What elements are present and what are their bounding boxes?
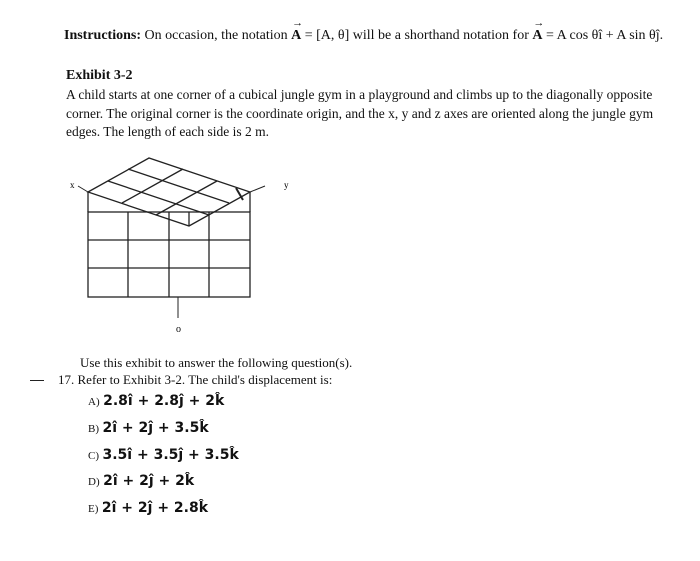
axis-y-label: y — [284, 180, 289, 190]
option-label: E) — [88, 503, 99, 515]
question-number: 17. — [58, 372, 75, 387]
option-e[interactable] — [88, 500, 208, 517]
option-label: B) — [88, 423, 99, 435]
answer-blank[interactable] — [30, 380, 44, 381]
formula-text: = A cos θî + A sin θĵ. — [546, 28, 664, 43]
exhibit-line-1: A child starts at one corner of a cubical jungle gym in a playground and climbs up to the diagonally opposite — [66, 87, 653, 102]
option-d[interactable] — [88, 473, 194, 490]
option-answer: 3.5î + 3.5ĵ + 3.5k̂ — [102, 447, 239, 463]
instructions-line — [64, 28, 663, 44]
option-answer: 2î + 2ĵ + 3.5k̂ — [102, 420, 209, 436]
question-intro: Use this exhibit to answer the following question(s). — [80, 355, 353, 370]
exhibit-title: Exhibit 3-2 — [66, 68, 133, 83]
question-text: Refer to Exhibit 3-2. The child's displacement is: — [77, 372, 333, 387]
cube-grid — [78, 158, 265, 318]
option-c[interactable] — [88, 447, 239, 464]
option-label: D) — [88, 476, 100, 488]
exhibit-line-3: edges. The length of each side is 2 m. — [66, 124, 269, 139]
jungle-gym-diagram — [60, 150, 300, 340]
instructions-text: On occasion, the notation — [144, 28, 288, 43]
option-answer: 2.8î + 2.8ĵ + 2k̂ — [103, 393, 225, 409]
vector-a: → A — [291, 28, 301, 43]
option-answer: 2î + 2ĵ + 2k̂ — [103, 473, 195, 489]
option-a[interactable] — [88, 393, 224, 410]
option-label: C) — [88, 450, 99, 462]
exhibit-line-2: corner. The original corner is the coordinate origin, and the x, y and z axes are oriented along the jungle gym — [66, 105, 654, 121]
exhibit-paragraph — [66, 86, 666, 142]
option-answer: 2î + 2ĵ + 2.8k̂ — [101, 500, 209, 516]
axis-origin-label: o — [176, 324, 181, 335]
option-label: A) — [88, 396, 100, 408]
question-17 — [58, 372, 332, 388]
vector-a-2: → A — [532, 28, 542, 43]
notation-text: = [A, θ] will be a shorthand notation for — [304, 28, 529, 43]
instructions-label: Instructions: — [64, 28, 142, 43]
axis-x-label: x — [70, 180, 75, 190]
option-b[interactable] — [88, 420, 209, 437]
